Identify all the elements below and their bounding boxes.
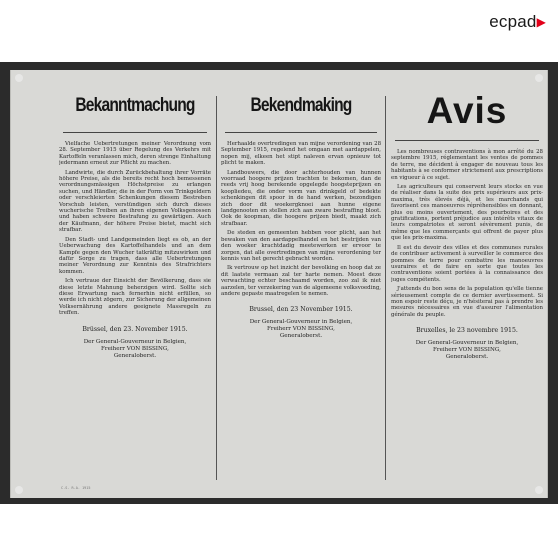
column-german [59,96,211,478]
pinhole [535,74,543,82]
headline-french: Avis [426,96,508,131]
signature-name: Freiherr VON BISSING, [101,345,169,352]
signature-block [59,339,211,360]
signature-block [221,319,381,340]
paragraph: Landwirte, die durch Zurückbehaltung ihrer Vorräte höhere Preise, als die bereits recht hoch bemessenen verordnungsmässigen Höchstpreise zu erlangen suchen, und Händler, die in der Form von Trinkgeldern oder verschleierten Schenkungen diesem Bestreben Vorschub leisten, verstündigen sich durch dieses wucherische Treiben an ihren eigenen Volksgenossen und haben schwere Bestrafung zu gewärtigen. Auch der Käufmann, der höhere Preise bietet, macht sich strafbar. [59,169,211,234]
print-note: C.S. R.A. 1915 [61,486,91,490]
headline-dutch: Bekendmaking [250,96,352,116]
paragraph: De steden en gemeenten hebben voor plicht, aan het bewaken van den aardappelhandel en het bestrijden van den woeker krachtdadig meetewerken er ervoor te zorgen, dat alle overtredingen van mijne verordening ter kennis van het gerecht gebracht worden. [221,230,381,262]
column-french [391,96,543,478]
paragraph: J'attends du bon sens de la population qu'elle tienne sérieusement compte de ce dernier avertissement. Si mon espoir reste déçu, je n'hésiterai pas à prendre les mesures nécessaires en vue d'assurer l'alimentation générale du peuple. [391,286,543,318]
divider [395,140,539,141]
signature-rank: Generaloberst. [279,333,323,340]
pinhole [15,74,23,82]
pinhole [15,486,23,494]
signature-name: Freiherr VON BISSING, [433,347,501,354]
paragraph: Les nombreuses contraventions à mon arrêté du 28 septembre 1915, réglementant les ventes de pommes de terre, me décident à engager de nouveau tous les habitants à se conformer strictement aux prescriptions en vigueur à ce sujet. [391,149,543,181]
paragraph: Herhaalde overtredingen van mijne verordening van 28 September 1915, regelend het omgaan met aardappelen, nopen mij, elkeen het stipt naleven ervan opnieuw tot plicht te maken. [221,141,381,167]
signature-rank: Generaloberst. [445,354,489,361]
date-line: Bruxelles, le 23 novembre 1915. [416,327,518,335]
date-line: Brüssel, den 23. November 1915. [82,325,188,333]
divider [225,132,377,133]
signature-rank: Generaloberst. [113,352,157,359]
headline-german: Bekanntmachung [75,96,195,116]
photograph [0,62,558,504]
column-divider [385,96,386,480]
paragraph: Den Stadt- und Landgemeinden liegt es ob, an der Ueberwachung des Kartoffelhandels und an dem Kampfe gegen den Wucher tatkräftig mitzuwirken und dafür Sorge zu tragen, dass alle Uebertretungen meiner Verordnung zur Kenntnis des Strafrichters kommen. [59,236,211,275]
paragraph: Ik vertrouw op het inzicht der bevolking en hoop dat ze dit laatste vermaan zal ter harte nemen. Moest deze verwachting echter beschaamd worden, zoo zal ik niet aarzelen, ter verzekering van de algemeene volksvoeding, andere gepaste maatregelen te nemen. [221,265,381,297]
signature-title: Der General-Gouverneur in Belgien, [249,319,353,326]
signature-name: Freiherr VON BISSING, [267,326,335,333]
column-divider [216,96,217,480]
signature-title: Der General-Gouverneur in Belgien, [83,338,187,345]
watermark-arrow-icon: ▶ [536,15,546,29]
paragraph: Landbouwers, die door achterhouden van hunnen voorraad hoogere prijzen trachten te bekomen, dan de reeds vrij hoog berekende opgelegde hoogsteprijzen en koopliedeu, die onder vorm van drinkgeld of bedekte schenkingen dit spoor in de hand werken, bezondigen zich door dit woekergknoei aan hunne eigene landgenooten en stellen zich aan zware bestraffing bloot. Ook de koopman, die hoogere prijzen biedt, maakt zich strafbaar. [221,169,381,227]
poster [10,70,548,498]
pinhole [535,486,543,494]
divider [63,132,207,133]
paragraph: Vielfache Uebertretungen meiner Verordnung vom 28. September 1915 über Regelung des Verkehrs mit Kartoffeln veranlassen mich, deren strenge Einhaltung jedermann erneut zur Pflicht zu machen. [59,141,211,167]
date-line: Brussel, den 23 November 1915. [249,306,353,314]
signature-title: Der General-Gouverneur in Belgien, [415,340,519,347]
watermark-logo [489,12,546,32]
column-dutch [221,96,381,478]
signature-block [391,340,543,361]
paragraph: Ich vertraue der Einsicht der Bevölkerung, dass sie diese letzte Mahnung beherzigen wird. Sollte sich diese Erwartung nach fernerhin nicht erfüllen, so werde ich nicht zögern, zur Sicherung der allgemeinen Volksernährung andere geeignete Massregeln zu treffen. [59,278,211,317]
watermark-brand: ecpad [489,12,537,31]
paragraph: Il est du devoir des villes et des communes rurales de contribuer activement à surveiller le commerce des pommes de terre pour combattre les manoeuvres usuraires et de faire en sorte que toutes les contraventions soient portées à la connaissance des juges compétents. [391,244,543,283]
paragraph: Les agriculteurs qui conservent leurs stocks en vue de réaliser dans la suite des prix supérieurs aux prix-maxima, très élevés déjà, et les marchands qui favorisent ces manoeuvres répréhensibles en donnant, plus ou moins ouvertement, des pourboires et des gratifications, portent préjudice aux intérêts vitaux de leurs compatriotes et seront sévèrement punis, de même que les commerçants qui offrent de payer plus que les prix-maxima. [391,184,543,242]
